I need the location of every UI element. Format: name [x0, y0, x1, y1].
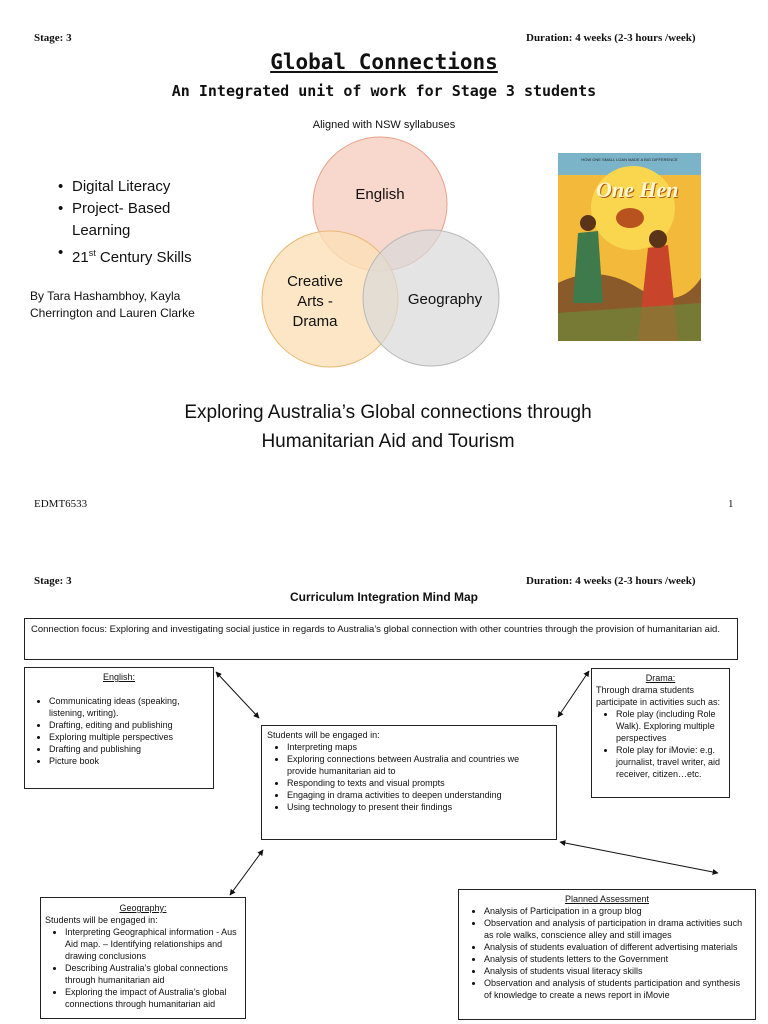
list-item: • Observation and analysis of students participation and synthesis of knowledge to create a news report in iMovie [484, 977, 750, 1001]
geography-intro: Students will be engaged in: [45, 915, 158, 925]
list-item: • Role play for iMovie: e.g. journalist, travel writer, aid receiver, citizen…etc. [616, 744, 725, 780]
duration-label: Duration: 4 weeks (2-3 hours /week) [526, 575, 696, 587]
list-item: • Analysis of students evaluation of different advertising materials [484, 941, 750, 953]
list-item: • Describing Australia’s global connections through humanitarian aid [65, 962, 241, 986]
list-item: • Exploring connections between Australia and countries we provide humanitarian aid to [287, 753, 551, 777]
list-item: • Drafting and publishing [49, 743, 209, 755]
book-tagline: HOW ONE SMALL LOAN MADE A BIG DIFFERENCE [581, 157, 678, 162]
english-title: English: [102, 672, 136, 682]
geography-box [40, 897, 246, 1019]
connector-assessment [560, 842, 718, 873]
list-item: • Analysis of Participation in a group blog [484, 905, 750, 917]
connector-drama [558, 671, 589, 717]
connector-geography [230, 850, 263, 895]
list-item: • Communicating ideas (speaking, listening, writing). [49, 695, 209, 719]
page-subtitle: An Integrated unit of work for Stage 3 students [171, 82, 597, 100]
connection-focus-box: Connection focus: Exploring and investigating social justice in regards to Australia’s global connection with other countries through the provision of humanitarian aid. [24, 618, 738, 660]
footer-course-code: EDMT6533 [34, 498, 88, 510]
assessment-title: Planned Assessment [564, 894, 650, 904]
main-heading: Exploring Australia’s Global connections through Humanitarian Aid and Tourism [184, 402, 592, 452]
list-item: • Picture book [49, 755, 209, 767]
book-title: One Hen [596, 177, 679, 202]
list-item: • Role play (including Role Walk). Exploring multiple perspectives [616, 708, 725, 744]
list-item: • Analysis of students letters to the Government [484, 953, 750, 965]
venn-label-arts: Creative Arts - Drama [287, 273, 343, 330]
list-item: • Drafting, editing and publishing [49, 719, 209, 731]
list-item: • Exploring the impact of Australia’s global connections through humanitarian aid [65, 986, 241, 1010]
duration-label: Duration: 4 weeks (2-3 hours /week) [526, 32, 696, 44]
assessment-box [458, 889, 756, 1020]
drama-title: Drama: [645, 673, 676, 683]
list-item: • Using technology to present their findings [287, 801, 551, 813]
connector-english [216, 672, 259, 718]
venn-label-geography: Geography [407, 291, 483, 308]
list-item: • Digital Literacy [58, 178, 171, 195]
venn-label-english: English [355, 186, 405, 203]
center-list [267, 741, 551, 813]
english-box [24, 667, 214, 789]
assessment-list [464, 905, 750, 1001]
geography-list [45, 926, 241, 1010]
authors: By Tara Hashambhoy, Kayla Cherrington and Lauren Clarke [30, 289, 195, 320]
drama-intro: Through drama students participate in activities such as: [596, 685, 721, 707]
list-item: • Interpreting maps [287, 741, 551, 753]
list-item: • 21st Century Skills [58, 244, 192, 266]
focus-list [58, 176, 228, 269]
page-title: Global Connections [270, 50, 498, 74]
mind-map-title: Curriculum Integration Mind Map [290, 590, 478, 604]
list-item: • Observation and analysis of participation in drama activities such as role walks, conscience alley and still images [484, 917, 750, 941]
list-item: • Analysis of students visual literacy skills [484, 965, 750, 977]
geography-title: Geography: [119, 903, 167, 913]
stage-label: Stage: 3 [34, 575, 72, 587]
list-item: • Interpreting Geographical information - Aus Aid map. – Identifying relationships and drawing conclusions [65, 926, 241, 962]
book-cover-image [558, 153, 701, 341]
stage-label: Stage: 3 [34, 32, 72, 44]
aligned-note: Aligned with NSW syllabuses [312, 119, 456, 131]
list-item: • Engaging in drama activities to deepen understanding [287, 789, 551, 801]
students-engaged-box [261, 725, 557, 840]
list-item: • Project- Based Learning [58, 200, 171, 239]
center-intro: Students will be engaged in: [267, 730, 380, 740]
venn-diagram [255, 135, 505, 375]
english-list [29, 695, 209, 767]
drama-box [591, 668, 730, 798]
list-item: • Responding to texts and visual prompts [287, 777, 551, 789]
drama-list [596, 708, 725, 780]
page-number: 1 [728, 498, 734, 510]
list-item: • Exploring multiple perspectives [49, 731, 209, 743]
